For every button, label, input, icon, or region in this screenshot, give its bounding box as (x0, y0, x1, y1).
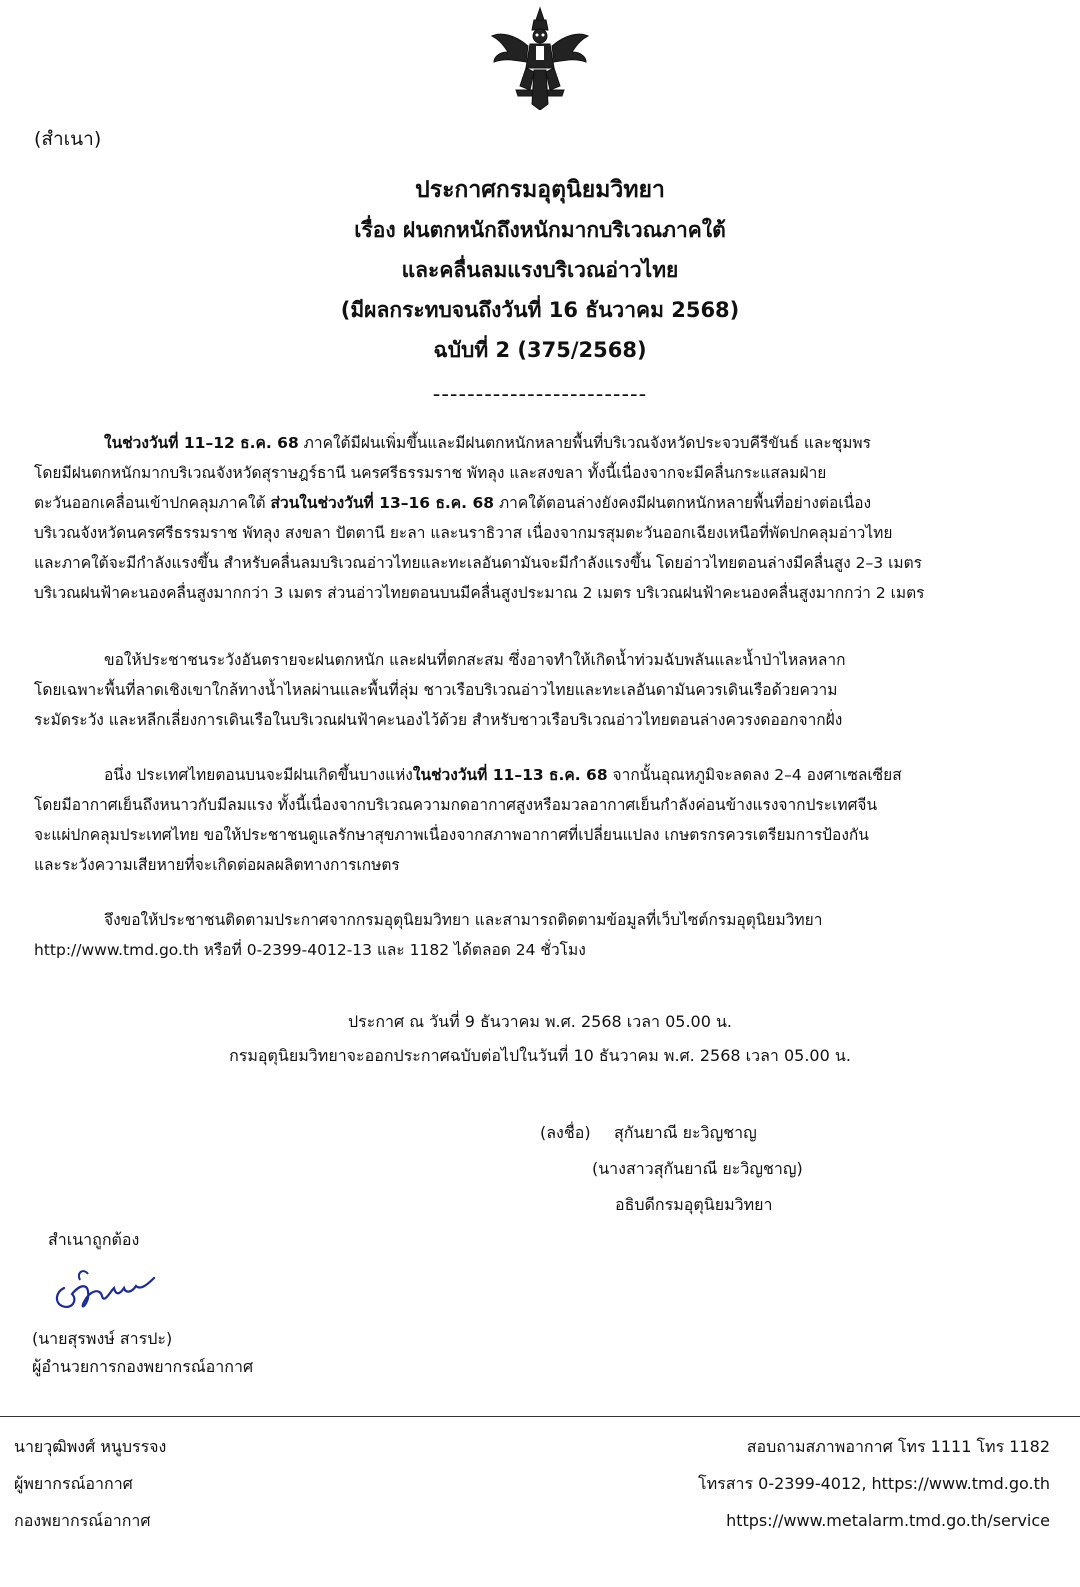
issue-info (0, 1005, 1080, 1073)
certification-label: สำเนาถูกต้อง (48, 1230, 140, 1249)
subject-line-2: และคลื่นลมแรงบริเวณอ่าวไทย (401, 258, 679, 282)
footer-right (698, 1428, 1050, 1539)
highlight-period: ในช่วงวันที่ 11–12 ธ.ค. 68 (104, 434, 299, 452)
highlight-period: ส่วนในช่วงวันที่ 13–16 ธ.ค. 68 (270, 494, 495, 512)
paragraph-line: จะแผ่ปกคลุมประเทศไทย ขอให้ประชาชนดูแลรักษาสุขภาพเนื่องจากสภาพอากาศที่เปลี่ยนแปลง เกษตรกรควรเตรียมการป้องกัน (34, 826, 869, 844)
paragraph-line: บริเวณฝนฟ้าคะนองคลื่นสูงมากกว่า 3 เมตร ส่วนอ่าวไทยตอนบนมีคลื่นสูงประมาณ 2 เมตร บริเวณฝนฟ้าคะนองคลื่นสูงมากกว่า 2 เมตร (34, 584, 925, 602)
next-issue: กรมอุตุนิยมวิทยาจะออกประกาศฉบับต่อไปในวันที่ 10 ธันวาคม พ.ศ. 2568 เวลา 05.00 น. (229, 1046, 851, 1065)
title-block (0, 170, 1080, 414)
certifier (32, 1325, 253, 1381)
forecaster-role: ผู้พยากรณ์อากาศ (14, 1474, 133, 1493)
paragraph-line: ระมัดระวัง และหลีกเลี่ยงการเดินเรือในบริเวณฝนฟ้าคะนองไว้ด้วย สำหรับชาวเรือบริเวณอ่าวไทยตอนล่างควรงดออกจากฝั่ง (34, 711, 843, 729)
forecaster-division: กองพยากรณ์อากาศ (14, 1511, 151, 1530)
paragraph-line: และภาคใต้จะมีกำลังแรงขึ้น สำหรับคลื่นลมบริเวณอ่าวไทยและทะเลอันดามันจะมีกำลังแรงขึ้น โดยอ่าวไทยตอนล่างมีคลื่นสูง 2–3 เมตร (34, 554, 922, 572)
forecaster-name: นายวุฒิพงศ์ หนูบรรจง (14, 1437, 167, 1456)
issue-number: ฉบับที่ 2 (375/2568) (433, 338, 647, 362)
paragraph-line (34, 760, 1046, 790)
text-segment: ตะวันออกเคลื่อนเข้าปกคลุมภาคใต้ (34, 494, 271, 512)
paragraph-line (34, 428, 1046, 458)
contact-service-url: https://www.metalarm.tmd.go.th/service (726, 1511, 1050, 1530)
subject-line-1: เรื่อง ฝนตกหนักถึงหนักมากบริเวณภาคใต้ (354, 218, 726, 242)
paragraph-line: จึงขอให้ประชาชนติดตามประกาศจากกรมอุตุนิยมวิทยา และสามารถติดตามข้อมูลที่เว็บไซต์กรมอุตุนิยมวิทยา (104, 911, 823, 929)
text-segment: อนึ่ง ประเทศไทยตอนบนจะมีฝนเกิดขึ้นบางแห่ง (104, 766, 413, 784)
text-segment: ภาคใต้ตอนล่างยังคงมีฝนตกหนักหลายพื้นที่อย่างต่อเนื่อง (494, 494, 872, 512)
copy-mark: (สำเนา) (34, 128, 102, 150)
effect-period: (มีผลกระทบจนถึงวันที่ 16 ธันวาคม 2568) (340, 298, 740, 322)
paragraph-line: โดยมีอากาศเย็นถึงหนาวกับมีลมแรง ทั้งนี้เนื่องจากบริเวณความกดอากาศสูงหรือมวลอากาศเย็นกำลังค่อนข้างแรงจากประเทศจีน (34, 796, 878, 814)
paragraph-3 (34, 760, 1046, 880)
signer-position: อธิบดีกรมอุตุนิยมวิทยา (615, 1195, 773, 1214)
text-segment: จากนั้นอุณหภูมิจะลดลง 2–4 องศาเซลเซียส (607, 766, 902, 784)
paragraph-line: และระวังความเสียหายที่จะเกิดต่อผลผลิตทางการเกษตร (34, 856, 400, 874)
paragraph-line: โดยมีฝนตกหนักมากบริเวณจังหวัดสุราษฎร์ธานี นครศรีธรรมราช พัทลุง และสงขลา ทั้งนี้เนื่องจากจะมีคลื่นกระแสลมฝ่าย (34, 464, 827, 482)
signer-name: สุกันยาณี ยะวิญชาญ (614, 1123, 757, 1142)
text-segment: ภาคใต้มีฝนเพิ่มขึ้นและมีฝนตกหนักหลายพื้นที่บริเวณจังหวัดประจวบคีรีขันธ์ และชุมพร (298, 434, 871, 452)
paragraph-line: โดยเฉพาะพื้นที่ลาดเชิงเขาใกล้ทางน้ำไหลผ่านและพื้นที่ลุ่ม ชาวเรือบริเวณอ่าวไทยและทะเลอันดามันควรเดินเรือด้วยความ (34, 681, 838, 699)
signature-label: (ลงชื่อ) (540, 1123, 591, 1142)
signature-block (540, 1115, 803, 1223)
certifier-name: (นายสุรพงษ์ สารปะ) (32, 1329, 173, 1348)
paragraph-line: บริเวณจังหวัดนครศรีธรรมราช พัทลุง สงขลา ปัตตานี ยะลา และนราธิวาส เนื่องจากมรสุมตะวันออกเฉียงเหนือที่พัดปกคลุมอ่าวไทย (34, 524, 893, 542)
contact-fax-website: โทรสาร 0-2399-4012, https://www.tmd.go.th (698, 1474, 1050, 1493)
footer-divider (0, 1416, 1080, 1417)
contact-phone: สอบถามสภาพอากาศ โทร 1111 โทร 1182 (746, 1437, 1050, 1456)
page-title: ประกาศกรมอุตุนิยมวิทยา (415, 177, 665, 203)
paragraph-2 (34, 645, 1046, 735)
signer-full-name: (นางสาวสุกันยาณี ยะวิญชาญ) (592, 1159, 803, 1178)
paragraph-line (34, 488, 1046, 518)
garuda-emblem-icon (490, 6, 590, 110)
paragraph-1 (34, 428, 1046, 608)
paragraph-line: ขอให้ประชาชนระวังอันตรายจะฝนตกหนัก และฝนที่ตกสะสม ซึ่งอาจทำให้เกิดน้ำท่วมฉับพลันและน้ำป่าไหลหลาก (104, 651, 846, 669)
highlight-period: ในช่วงวันที่ 11–13 ธ.ค. 68 (412, 766, 608, 784)
announced-date: ประกาศ ณ วันที่ 9 ธันวาคม พ.ศ. 2568 เวลา 05.00 น. (347, 1012, 733, 1031)
certifier-position: ผู้อำนวยการกองพยากรณ์อากาศ (32, 1357, 254, 1376)
divider: ------------------------- (432, 382, 648, 406)
paragraph-4 (34, 905, 1046, 965)
footer-left (14, 1428, 166, 1539)
handwritten-signature (50, 1262, 165, 1322)
paragraph-line: http://www.tmd.go.th หรือที่ 0-2399-4012-13 และ 1182 ได้ตลอด 24 ชั่วโมง (34, 941, 586, 959)
